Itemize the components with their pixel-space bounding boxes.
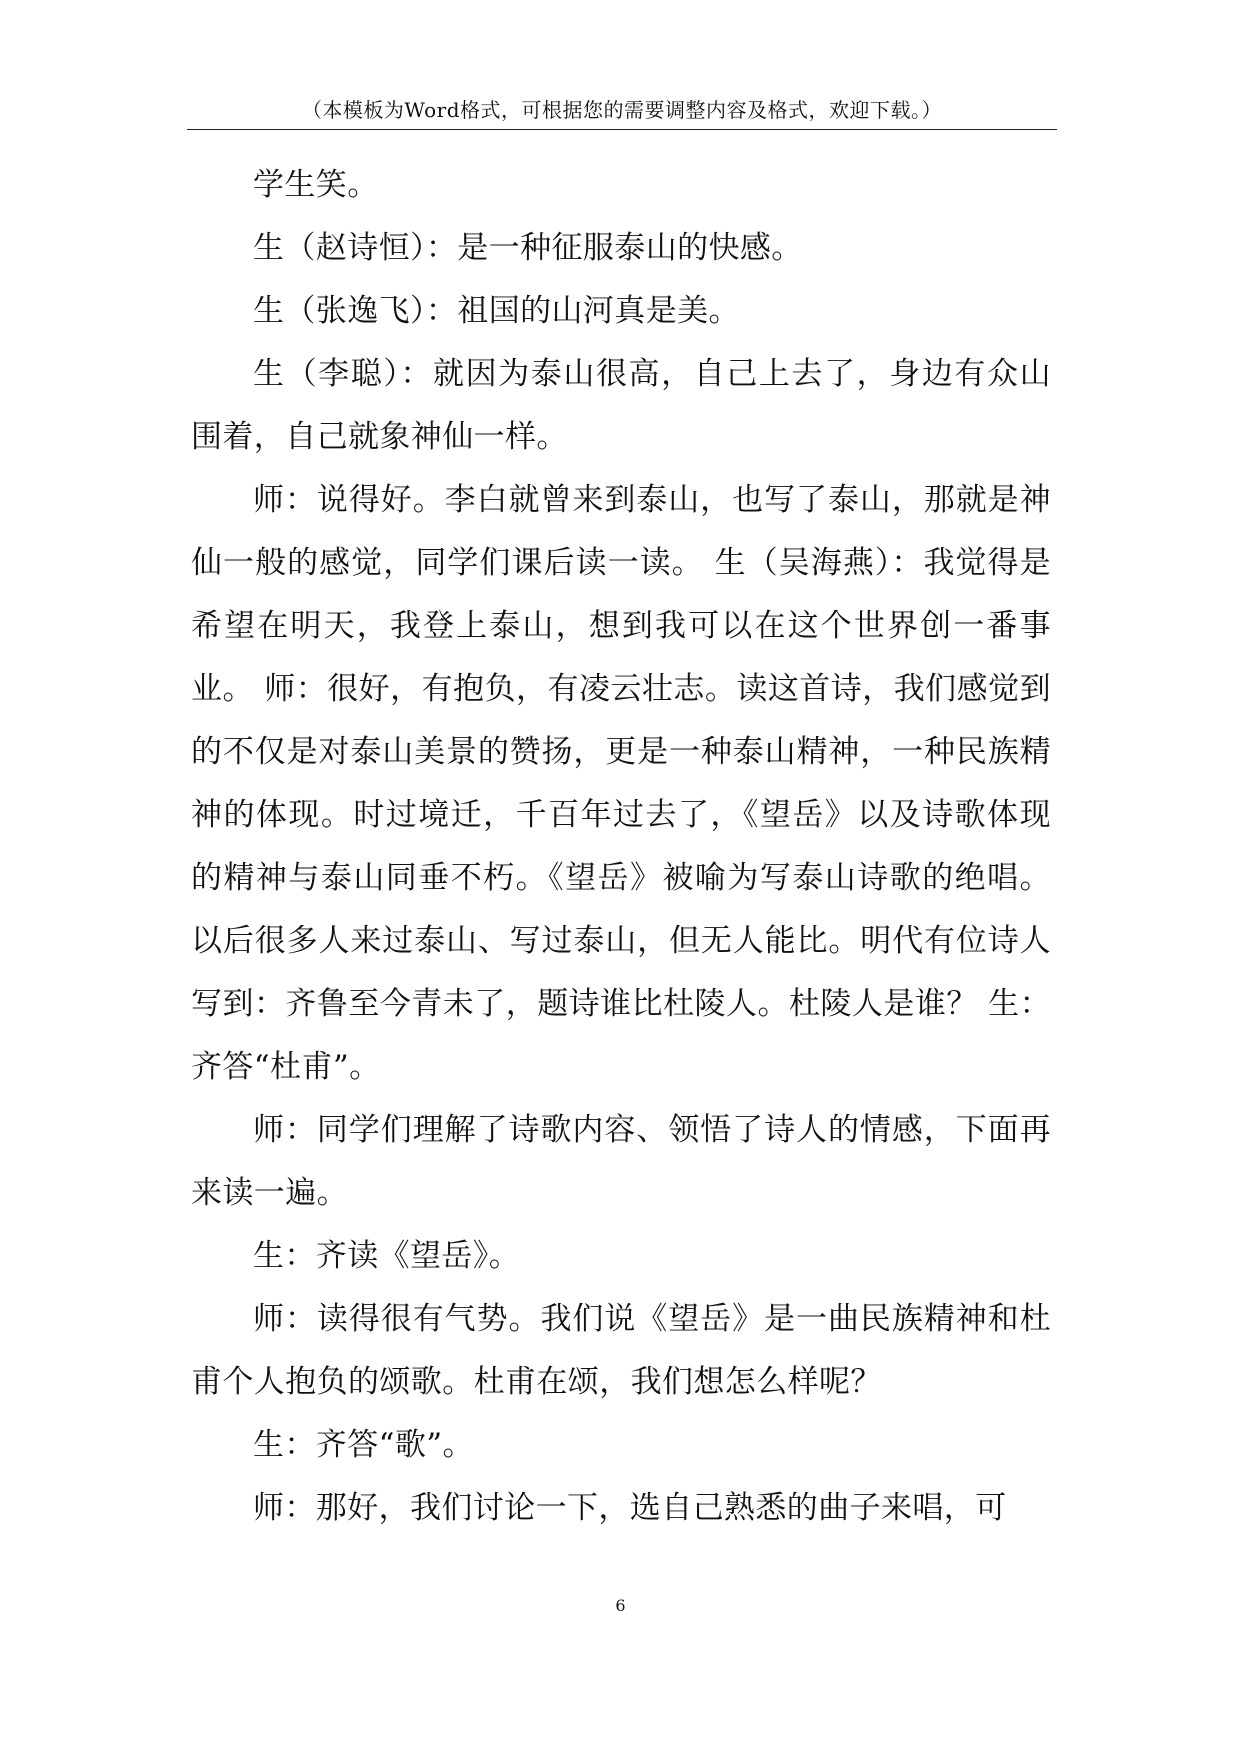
paragraph: 师：那好，我们讨论一下，选自己熟悉的曲子来唱，可 — [253, 1490, 1007, 1526]
paragraph: 生（李聪）：就因为泰山很高，自己上去了，身边有众山围着，自己就象神仙一样。 — [191, 356, 1051, 455]
paragraph: 师：同学们理解了诗歌内容、领悟了诗人的情感，下面再来读一遍。 — [191, 1112, 1051, 1211]
document-body — [191, 154, 1051, 1540]
paragraph: 师：读得很有气势。我们说《望岳》是一曲民族精神和杜甫个人抱负的颂歌。杜甫在颂，我们想怎么样呢？ — [191, 1301, 1051, 1400]
paragraph: 生（张逸飞）：祖国的山河真是美。 — [253, 293, 740, 329]
paragraph: 师：说得好。李白就曾来到泰山，也写了泰山，那就是神仙一般的感觉，同学们课后读一读。 生（吴海燕）：我觉得是希望在明天，我登上泰山，想到我可以在这个世界创一番事业。 师：很好，有抱负，有凌云壮志。读这首诗，我们感觉到的不仅是对泰山美景的赞扬，更是一种泰山精神，一种民族精神的体现。时过境迁，千百年过去了，《望岳》以及诗歌体现的精神与泰山同垂不朽。《望岳》被喻为写泰山诗歌的绝唱。以后很多人来过泰山、写过泰山，但无人能比。明代有位诗人写到：齐鲁至今青未了，题诗谁比杜陵人。杜陵人是谁？ 生：齐答“杜甫”。 — [191, 482, 1051, 1085]
page-number: 6 — [615, 1596, 626, 1615]
paragraph: 生：齐读《望岳》。 — [253, 1238, 521, 1274]
paragraph: 生（赵诗恒）：是一种征服泰山的快感。 — [253, 230, 803, 266]
paragraph: 学生笑。 — [253, 167, 379, 203]
paragraph: 生：齐答“歌”。 — [253, 1427, 474, 1463]
page-header: （本模板为Word格式，可根据您的需要调整内容及格式，欢迎下载。） — [301, 98, 943, 122]
header-divider — [187, 129, 1057, 130]
